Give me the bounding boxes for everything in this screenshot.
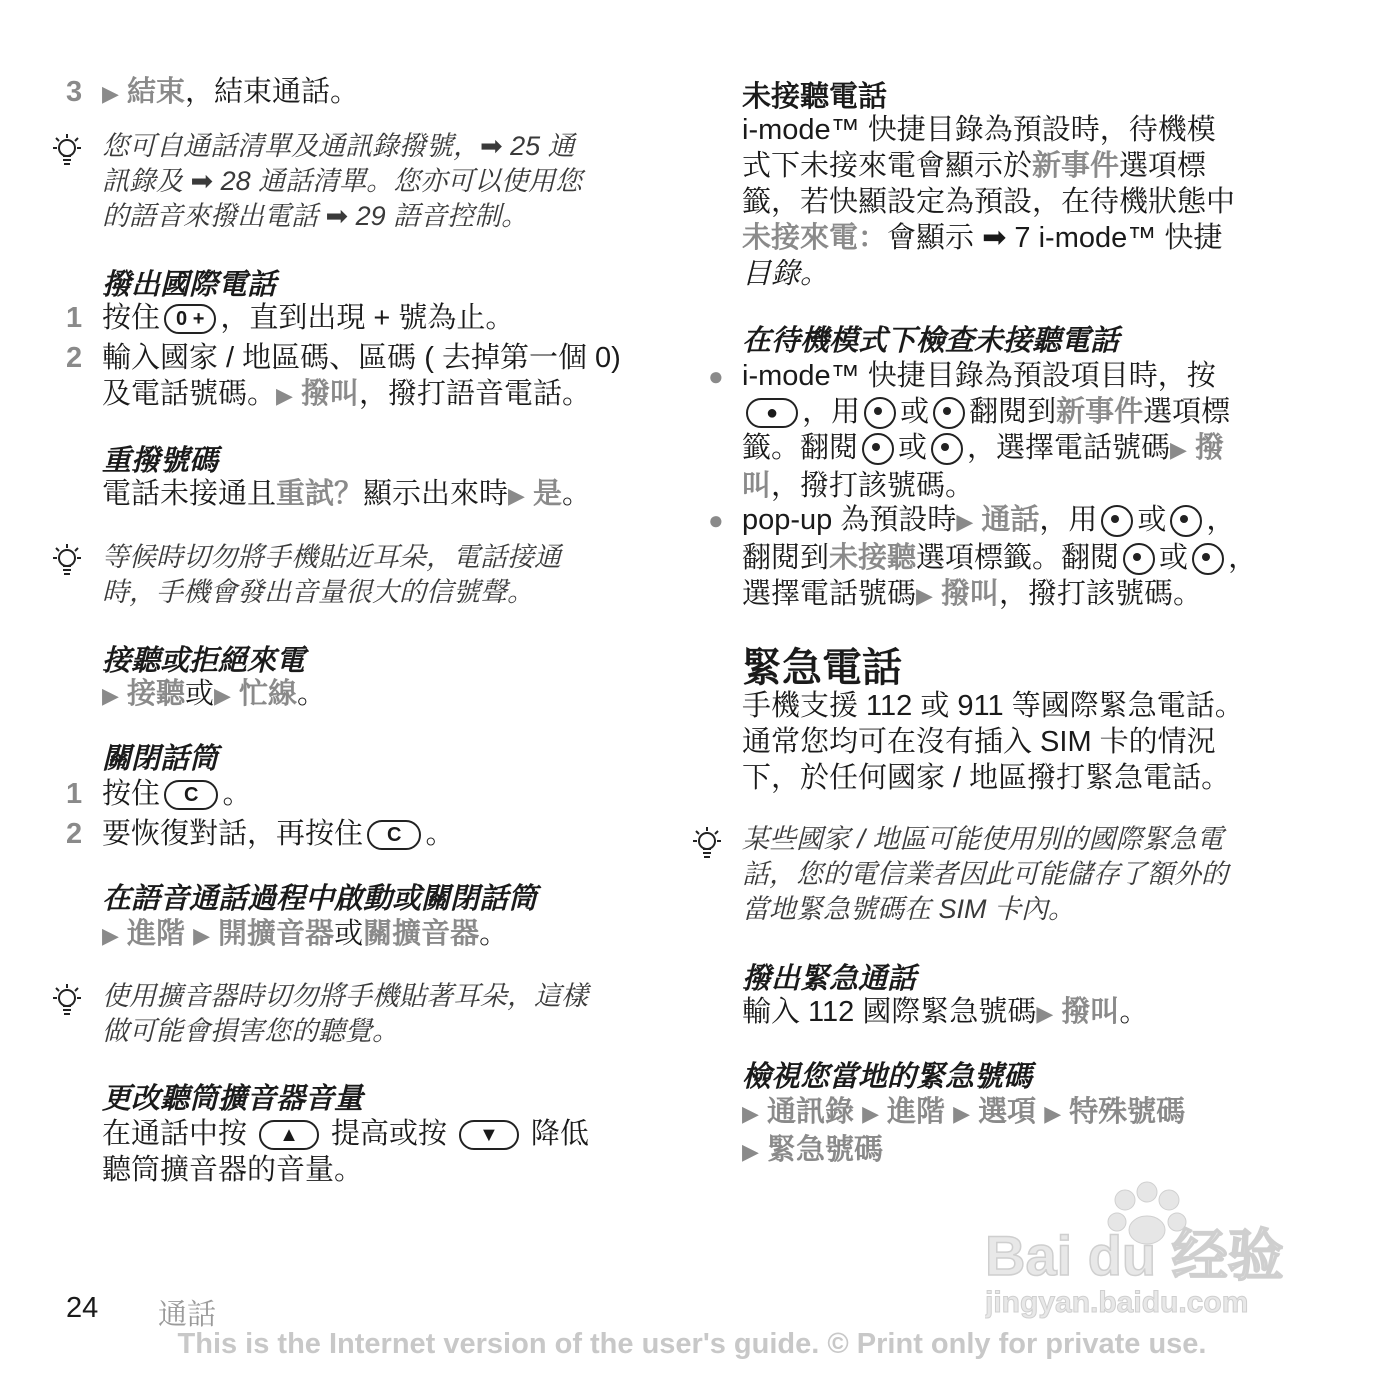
answer-text: [102, 676, 326, 714]
step-2: [66, 340, 621, 414]
emergency-text: [742, 688, 1244, 796]
zero-plus-key: 0 +: [164, 304, 216, 334]
local-path: [742, 1094, 1185, 1170]
menu-option: 未接聽: [829, 542, 917, 574]
heading-speaker: 在語音通話過程中啟動或關閉話筒: [102, 883, 538, 915]
menu-option: 叫: [742, 470, 772, 502]
step-2: [66, 816, 455, 852]
menu-option: 緊急號碼: [766, 1134, 883, 1166]
text: ，撥打該號碼。: [999, 578, 1203, 610]
text: i-mode™ 快捷目錄為預設時，待機模: [742, 114, 1216, 146]
heading-emergency: 緊急電話: [742, 646, 902, 690]
menu-option: 進階: [887, 1096, 946, 1128]
nav-left-icon: [1101, 505, 1133, 537]
heading-mute: 關閉話筒: [102, 743, 219, 775]
lightbulb-icon: [50, 543, 84, 583]
speaker-text: [102, 916, 508, 954]
arrow-icon: ▶: [1170, 437, 1187, 462]
text: 顯示出來時: [363, 478, 509, 510]
step-1: [66, 300, 515, 336]
text: ，: [1206, 504, 1236, 536]
menu-option: 進階: [126, 918, 185, 950]
heading-emergency-call: 撥出緊急通話: [742, 963, 917, 995]
text: 通常您均可在沒有插入 SIM 卡的情況: [742, 726, 1216, 758]
step-text: ，撥打語音電話。: [359, 378, 592, 410]
nav-down-icon: [1192, 543, 1224, 575]
nav-down-icon: [931, 433, 963, 465]
text: 在通話中按: [102, 1118, 248, 1150]
arrow-icon: ▶: [1036, 1001, 1054, 1026]
section-label: 通話: [158, 1299, 217, 1331]
arrow-icon: ▶: [1044, 1101, 1062, 1126]
text: 或: [1137, 504, 1167, 536]
arrow-icon: ▶: [276, 383, 293, 408]
text: ，選擇電話號碼: [967, 432, 1171, 464]
text: 。: [297, 678, 327, 710]
tip-line: 當地緊急號碼在 SIM 卡內。: [742, 894, 1076, 924]
arrow-icon: ▶: [916, 583, 933, 608]
text: 手機支援 112 或 911 等國際緊急電話。: [742, 690, 1244, 722]
step-text: 輸入國家 / 地區碼、區碼 ( 去掉第一個 0): [102, 342, 621, 374]
menu-option: 是: [533, 478, 563, 510]
nav-right-icon: [1170, 505, 1202, 537]
menu-option: 開擴音器: [218, 918, 335, 950]
text: 或: [334, 918, 364, 950]
text: 選擇電話號碼: [742, 578, 917, 610]
svg-text:Bai du 经验: Bai du 经验: [985, 1224, 1284, 1287]
menu-option: 重試？: [276, 478, 364, 510]
text: 籤，若快顯設定為預設，在待機狀態中: [742, 186, 1236, 218]
text: 翻閱到: [969, 396, 1057, 428]
menu-option: 特殊號碼: [1069, 1096, 1186, 1128]
tip-line: 的語音來撥出電話 ➡ 29 語音控制。: [102, 201, 529, 231]
heading-redial: 重撥號碼: [102, 445, 219, 477]
text: pop-up 為預設時: [742, 504, 957, 536]
bullet-icon: ●: [708, 505, 724, 535]
lightbulb-icon: [50, 133, 84, 173]
arrow-icon: ▶: [214, 683, 231, 708]
volume-down-key: ▼: [459, 1120, 519, 1150]
menu-option: 忙線: [239, 678, 298, 710]
text: 或: [185, 678, 215, 710]
text: ，撥打該號碼。: [771, 470, 975, 502]
heading-local-numbers: 檢視您當地的緊急號碼: [742, 1061, 1033, 1093]
step-text: 。: [425, 818, 455, 850]
arrow-icon: ▶: [862, 1101, 879, 1126]
text: 。: [1119, 996, 1149, 1028]
step-number: 2: [66, 818, 83, 850]
lightbulb-icon: [50, 983, 84, 1023]
menu-option: 通話: [981, 504, 1040, 536]
text: ，: [1228, 542, 1258, 574]
step-text: 。: [222, 778, 252, 810]
missed-text: [742, 112, 1235, 292]
tip-loud-signal: [102, 540, 561, 610]
menu-option: 撥叫: [1061, 996, 1120, 1028]
tip-line: 您可自通話清單及通訊錄撥號，➡ 25 通: [102, 131, 575, 161]
step-number: 1: [66, 302, 83, 334]
nav-left-icon: [864, 397, 896, 429]
tip-speaker-ear: [102, 979, 588, 1049]
baidu-watermark-logo: [985, 1180, 1305, 1325]
step-number: 1: [66, 778, 83, 810]
tip-line: 某些國家 / 地區可能使用別的國際緊急電: [742, 824, 1224, 854]
text: ，用: [802, 396, 861, 428]
arrow-icon: ▶: [953, 1101, 971, 1126]
text: 提高或按: [330, 1118, 447, 1150]
nav-right-icon: [933, 397, 965, 429]
tip-line: 話，您的電信業者因此可能儲存了額外的: [742, 859, 1228, 889]
lightbulb-icon: [690, 826, 724, 866]
text: 式下未接來電會顯示於: [742, 150, 1033, 182]
bullet-imode: [708, 358, 1231, 504]
heading-missed-calls: 未接聽電話: [742, 81, 888, 113]
text: 聽筒擴音器的音量。: [102, 1154, 364, 1186]
menu-option: 未接來電：: [742, 222, 888, 254]
footer-notice: This is the Internet version of the user's guide. © Print only for private use.: [177, 1328, 1207, 1360]
arrow-icon: ▶: [102, 683, 119, 708]
arrow-icon: ▶: [742, 1139, 759, 1164]
page-number: 24: [66, 1292, 99, 1324]
c-key: C: [164, 780, 218, 810]
tip-line: 訊錄及 ➡ 28 通話清單。您亦可以使用您: [102, 166, 583, 196]
text: 選項標: [1143, 396, 1231, 428]
menu-option: 接聽: [126, 678, 185, 710]
tip-line: 做可能會損害您的聽覺。: [102, 1016, 399, 1046]
menu-option: 撥: [1195, 432, 1225, 464]
text: 下，於任何國家 / 地區撥打緊急電話。: [742, 762, 1231, 794]
volume-text: [102, 1116, 589, 1188]
text: 翻閱到: [742, 542, 830, 574]
step-text: 及電話號碼。: [102, 378, 277, 410]
bullet-icon: ●: [708, 361, 724, 391]
nav-up-icon: [862, 433, 894, 465]
step-number: 2: [66, 342, 83, 374]
svg-text:jingyan.baidu.com: jingyan.baidu.com: [985, 1286, 1249, 1319]
step-3: [66, 74, 360, 112]
menu-option: 撥叫: [301, 378, 360, 410]
heading-check-missed: 在待機模式下檢查未接聽電話: [742, 325, 1120, 357]
c-key: C: [367, 820, 421, 850]
volume-up-key: ▲: [259, 1120, 319, 1150]
heading-international-call: 撥出國際電話: [102, 269, 277, 301]
step-text: ，直到出現 + 號為止。: [220, 302, 515, 334]
arrow-icon: ▶: [102, 923, 119, 948]
arrow-icon: ▶: [102, 81, 119, 106]
menu-option: 選項: [978, 1096, 1037, 1128]
menu-option: 新事件: [1032, 150, 1120, 182]
menu-option: 撥叫: [941, 578, 1000, 610]
text: 。: [479, 918, 509, 950]
center-select-key: ●: [746, 398, 798, 428]
text: 籤。翻閱: [742, 432, 859, 464]
tip-line: 時，手機會發出音量很大的信號聲。: [102, 577, 534, 607]
text: 或: [1159, 542, 1189, 574]
text: ，用: [1039, 504, 1098, 536]
menu-option: 關擴音器: [363, 918, 480, 950]
menu-option: 通訊錄: [766, 1096, 854, 1128]
arrow-icon: ▶: [742, 1101, 759, 1126]
tip-sim-numbers: [742, 822, 1228, 927]
text: 會顯示 ➡ 7 i-mode™ 快捷: [887, 222, 1223, 254]
text: 選項標: [1119, 150, 1207, 182]
menu-option: 新事件: [1056, 396, 1144, 428]
heading-volume: 更改聽筒擴音器音量: [102, 1083, 364, 1115]
text: 輸入 112 國際緊急號碼: [742, 996, 1037, 1028]
tip-line: 等候時切勿將手機貼近耳朵，電話接通: [102, 542, 561, 572]
text: 降低: [530, 1118, 589, 1150]
arrow-icon: ▶: [193, 923, 210, 948]
step-1: [66, 776, 252, 812]
redial-text: [102, 476, 591, 514]
step-number: 3: [66, 76, 83, 108]
emcall-text: [742, 994, 1148, 1032]
step-text: ，結束通話。: [185, 76, 360, 108]
text: i-mode™ 快捷目錄為預設項目時，按: [742, 360, 1216, 392]
menu-option: 結束: [126, 76, 185, 108]
text: 目錄。: [742, 258, 830, 290]
step-text: 要恢復對話，再按住: [102, 818, 364, 850]
arrow-icon: ▶: [956, 509, 974, 534]
text: 。: [562, 478, 592, 510]
tip-dial-from-lists: [102, 129, 582, 234]
text: 或: [900, 396, 930, 428]
text: 選項標籤。翻閱: [916, 542, 1120, 574]
bullet-popup: [708, 502, 1258, 614]
arrow-icon: ▶: [508, 483, 525, 508]
step-text: 按住: [102, 778, 161, 810]
text: 或: [898, 432, 928, 464]
nav-up-icon: [1123, 543, 1155, 575]
heading-answer-reject: 接聽或拒絕來電: [102, 645, 306, 677]
tip-line: 使用擴音器時切勿將手機貼著耳朵，這樣: [102, 981, 588, 1011]
text: 電話未接通且: [102, 478, 277, 510]
step-text: 按住: [102, 302, 161, 334]
